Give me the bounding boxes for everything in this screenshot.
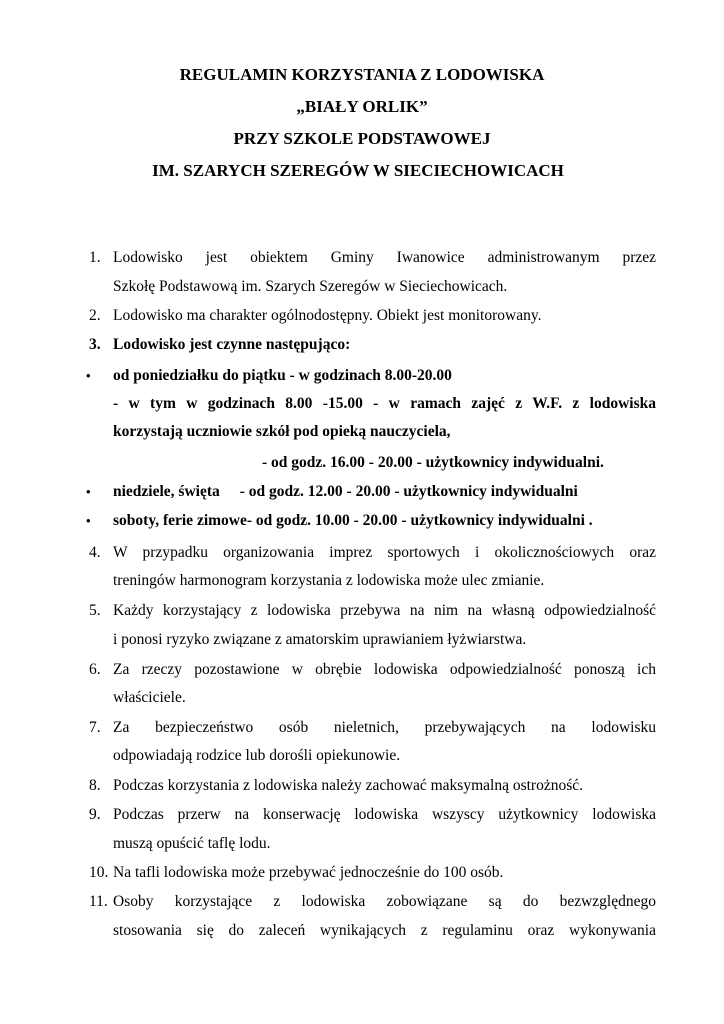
item-number: 11. [89,893,108,910]
list-item-1 [0,243,724,273]
item-text: Podczas korzystania z lodowiska należy zachować maksymalną ostrożność. [113,777,584,794]
item-text: - od godz. 16.00 - 20.00 - użytkownicy indywidualni. [262,454,604,471]
list-item-9-cont [0,829,724,859]
title-line-3: PRZY SZKOLE PODSTAWOWEJ [233,129,491,148]
list-item-10 [0,858,724,888]
title-line-1: REGULAMIN KORZYSTANIA Z LODOWISKA [179,65,545,84]
bullet-item-sundays [0,477,724,507]
item-text: i ponosi ryzyko związane z amatorskim uprawianiem łyżwiarstwa. [113,631,527,648]
item-number: 2. [89,307,101,324]
item-text: Lodowisko jest czynne następująco: [113,336,351,353]
item-text: Szkołę Podstawową im. Szarych Szeregów w Sieciechowicach. [113,278,508,295]
bullet-item-saturdays [0,506,724,536]
list-item-11 [0,887,724,917]
bullet-item-weekdays-cont [0,417,724,447]
list-item-9 [0,800,724,830]
bullet-icon: • [86,513,91,528]
item-number: 5. [89,602,101,619]
list-item-3 [0,330,724,360]
list-item-4-cont [0,566,724,596]
item-number: 8. [89,777,101,794]
list-item-11-cont [0,916,724,946]
item-text: treningów harmonogram korzystania z lodowiska może ulec zmianie. [113,572,545,589]
item-text: W przypadku organizowania imprez sportowych i okolicznościowych oraz [113,544,656,561]
item-text: - w tym w godzinach 8.00 -15.00 - w ramach zajęć z W.F. z lodowiska [113,395,656,412]
item-text: od poniedziałku do piątku - w godzinach 8.00-20.00 [113,367,452,384]
item-number: 4. [89,544,101,561]
item-number: 7. [89,719,101,736]
list-item-2 [0,301,724,331]
title-line-2: „BIAŁY ORLIK” [296,97,428,116]
item-text: właściciele. [113,689,186,706]
list-item-5-cont [0,625,724,655]
item-text: Podczas przerw na konserwację lodowiska wszyscy użytkownicy lodowiska [113,806,656,823]
document-title [0,59,724,187]
item-number: 9. [89,806,101,823]
bullet-icon: • [86,368,91,383]
list-item-6-cont [0,683,724,713]
item-number: 6. [89,661,101,678]
item-text: niedziele, święta [113,483,220,500]
item-text: soboty, ferie zimowe- od godz. 10.00 - 20.00 - użytkownicy indywidualni . [113,512,593,529]
item-text: Lodowisko ma charakter ogólnodostępny. Obiekt jest monitorowany. [113,307,542,324]
list-item-4 [0,538,724,568]
item-number: 10. [89,864,109,881]
list-item-1-cont [0,272,724,302]
bullet-icon: • [86,484,91,499]
item-number: 1. [89,249,101,266]
list-item-6 [0,655,724,685]
item-text: Każdy korzystający z lodowiska przebywa na nim na własną odpowiedzialność [113,602,656,619]
item-text: Osoby korzystające z lodowiska zobowiązane są do bezwzględnego [113,893,656,910]
item-text: - od godz. 12.00 - 20.00 - użytkownicy indywidualni [239,483,578,500]
item-text: stosowania się do zaleceń wynikających z regulaminu oraz wykonywania [113,922,656,939]
title-line-4: IM. SZARYCH SZEREGÓW W SIECIECHOWICACH [152,161,564,180]
list-item-7 [0,713,724,743]
item-text: Za rzeczy pozostawione w obrębie lodowiska odpowiedzialność ponoszą ich [113,661,656,678]
item-text: korzystają uczniowie szkół pod opieką nauczyciela, [113,423,451,440]
bullet-item-weekdays-cont [0,389,724,419]
item-text: muszą opuścić taflę lodu. [113,835,271,852]
item-text: Lodowisko jest obiektem Gminy Iwanowice administrowanym przez [113,249,656,266]
list-item-8 [0,771,724,801]
bullet-item-weekdays-cont [0,448,724,478]
list-item-7-cont [0,741,724,771]
item-text: Za bezpieczeństwo osób nieletnich, przebywających na lodowisku [113,719,656,736]
bullet-item-weekdays [0,361,724,391]
item-text: odpowiadają rodzice lub dorośli opiekunowie. [113,747,401,764]
item-text: Na tafli lodowiska może przebywać jednocześnie do 100 osób. [113,864,504,881]
item-number: 3. [89,336,101,353]
list-item-5 [0,596,724,626]
